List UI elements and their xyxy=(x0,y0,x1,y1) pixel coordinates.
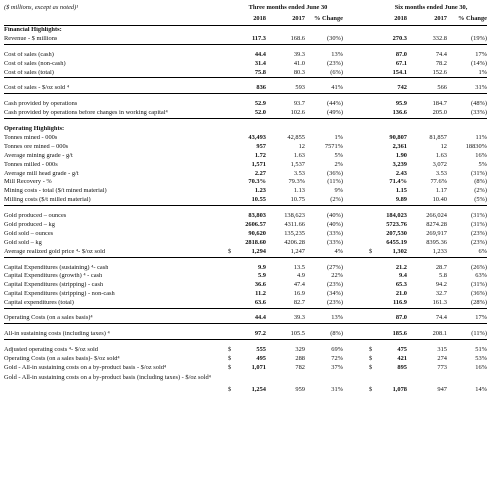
cell-value: 270.3 xyxy=(392,34,407,42)
row-label: Revenue - $ millions xyxy=(4,35,58,42)
cell-value: 13% xyxy=(331,50,343,58)
cell-value: (44%) xyxy=(327,100,343,108)
cell-value: 1,071 xyxy=(251,363,266,371)
cell-value: (33%) xyxy=(471,109,487,117)
cell-value: 16% xyxy=(475,363,487,371)
cell-value: 16% xyxy=(475,151,487,159)
table-row xyxy=(4,346,487,355)
cell-value: 31.4 xyxy=(254,59,266,67)
row-label: Capital expenditures (total) xyxy=(4,300,74,307)
table-row xyxy=(4,84,487,94)
table-row xyxy=(4,248,487,258)
cell-value: 593 xyxy=(295,84,305,92)
three-months-header: Three months ended June 30 xyxy=(248,4,328,11)
section-heading-row xyxy=(4,26,487,35)
row-label: Capital Expenditures (growth) ⁴ - cash xyxy=(4,273,103,280)
cell-value: (23%) xyxy=(471,229,487,237)
cell-value: (11%) xyxy=(471,330,487,338)
cell-value: (28%) xyxy=(471,299,487,307)
row-label: Cost of sales (total) xyxy=(4,69,54,76)
cell-value: 8395.36 xyxy=(426,238,447,246)
cell-value: (14%) xyxy=(471,59,487,67)
cell-value: 742 xyxy=(397,84,407,92)
cell-value: 17% xyxy=(475,314,487,322)
cell-value: 959 xyxy=(295,385,305,393)
cell-value: (5%) xyxy=(474,196,487,204)
cell-value: 28.7 xyxy=(435,263,447,271)
cell-value: 5723.76 xyxy=(386,221,407,229)
cell-value: 495 xyxy=(256,354,266,362)
table-row xyxy=(4,51,487,60)
dollar-sign: $ xyxy=(369,247,373,255)
row-label: Gold sold – ounces xyxy=(4,230,54,237)
cell-value: 12 xyxy=(298,142,305,150)
cell-value: (11%) xyxy=(327,178,343,186)
cell-value: 5% xyxy=(478,160,487,168)
cell-value: 41.0 xyxy=(293,59,305,67)
table-row xyxy=(4,178,487,187)
row-label: Milling costs ($/t milled material) xyxy=(4,197,91,204)
cell-value: 9.9 xyxy=(258,263,266,271)
cell-value: (40%) xyxy=(327,221,343,229)
dollar-sign: $ xyxy=(369,345,373,353)
row-label: Cash provided by operations before changes in working capital⁴ xyxy=(4,110,168,117)
table-row xyxy=(4,161,487,170)
cell-value: 44.4 xyxy=(254,50,266,58)
table-row xyxy=(4,170,487,179)
cell-value: 78.2 xyxy=(435,59,447,67)
cell-value: 4% xyxy=(334,247,343,255)
section-heading: Operating Highlights: xyxy=(4,126,65,133)
financial-table xyxy=(4,3,487,395)
cell-value: 1.17 xyxy=(435,187,447,195)
cell-value: 3.53 xyxy=(293,169,305,177)
row-label: Cost of sales (cash) xyxy=(4,51,54,58)
cell-value: 152.6 xyxy=(432,68,447,76)
cell-value: 63% xyxy=(475,272,487,280)
cell-value: 1,254 xyxy=(251,385,266,393)
cell-value: 44.4 xyxy=(254,314,266,322)
cell-value: 90,620 xyxy=(248,229,266,237)
dollar-sign: $ xyxy=(228,247,232,255)
row-label: Capital Expenditures (sustaining) ⁴- cash xyxy=(4,264,109,271)
row-label: Gold sold – kg xyxy=(4,239,42,246)
dollar-sign: $ xyxy=(228,354,232,362)
table-body xyxy=(4,26,487,395)
table-row xyxy=(4,309,487,324)
cell-value: 39.3 xyxy=(293,314,305,322)
table-row xyxy=(4,109,487,119)
cell-value: 1,537 xyxy=(290,160,305,168)
cell-value: 43,493 xyxy=(248,134,266,142)
table-row xyxy=(4,69,487,79)
cell-value: 566 xyxy=(437,84,447,92)
table-row xyxy=(4,290,487,299)
cell-value: 8274.28 xyxy=(426,221,447,229)
cell-value: 87.0 xyxy=(395,314,407,322)
cell-value: 329 xyxy=(295,345,305,353)
table-row xyxy=(4,152,487,161)
row-label: Gold produced – ounces xyxy=(4,213,67,220)
table-row xyxy=(4,281,487,290)
cell-value: 74.4 xyxy=(435,50,447,58)
row-label: Cost of sales (non-cash) xyxy=(4,60,66,67)
row-label: Capital Expenditures (stripping) - cash xyxy=(4,282,104,289)
cell-value: 51% xyxy=(475,345,487,353)
dollar-sign: $ xyxy=(228,345,232,353)
col-header: 2018 xyxy=(394,15,407,22)
col-header: 2017 xyxy=(292,15,305,22)
cell-value: 1.63 xyxy=(293,151,305,159)
cell-value: 136.6 xyxy=(392,109,407,117)
cell-value: 421 xyxy=(397,354,407,362)
cell-value: 2818.60 xyxy=(245,238,266,246)
row-label: Average mining grade - g/t xyxy=(4,152,73,159)
six-months-header: Six months ended June 30, xyxy=(394,4,468,11)
cell-value: 1.13 xyxy=(293,187,305,195)
table-row xyxy=(4,239,487,248)
cell-value: 1% xyxy=(478,68,487,76)
cell-value: (2%) xyxy=(330,196,343,204)
cell-value: 97.2 xyxy=(254,330,266,338)
cell-value: 138,623 xyxy=(284,212,305,220)
cell-value: 184.7 xyxy=(432,100,447,108)
cell-value: 65.3 xyxy=(395,281,407,289)
cell-value: 1,233 xyxy=(432,247,447,255)
cell-value: 782 xyxy=(295,363,305,371)
cell-value: 2% xyxy=(334,160,343,168)
cell-value: 13.5 xyxy=(293,263,305,271)
cell-value: (49%) xyxy=(327,109,343,117)
row-label: Tonnes milled - 000s xyxy=(4,161,58,168)
row-label: Tonnes ore mined – 000s xyxy=(4,143,69,150)
cell-value: 12 xyxy=(440,142,447,150)
cell-value: (26%) xyxy=(471,263,487,271)
dollar-sign: $ xyxy=(369,363,373,371)
table-row xyxy=(4,373,487,395)
cell-value: 555 xyxy=(256,345,266,353)
cell-value: 266,024 xyxy=(426,212,447,220)
cell-value: 1.23 xyxy=(254,187,266,195)
cell-value: (6%) xyxy=(330,68,343,76)
cell-value: 168.6 xyxy=(290,34,305,42)
cell-value: 70.3% xyxy=(248,178,266,186)
table-row xyxy=(4,355,487,364)
cell-value: 1.90 xyxy=(395,151,407,159)
cell-value: 3,072 xyxy=(432,160,447,168)
cell-value: 22% xyxy=(331,272,343,280)
cell-value: 2606.57 xyxy=(245,221,266,229)
cell-value: 205.0 xyxy=(432,109,447,117)
table-row xyxy=(4,134,487,143)
cell-value: 315 xyxy=(437,345,447,353)
table-row xyxy=(4,143,487,152)
cell-value: 773 xyxy=(437,363,447,371)
cell-value: 184,023 xyxy=(386,212,407,220)
cell-value: 10.55 xyxy=(251,196,266,204)
col-header: % Change xyxy=(458,15,487,22)
cell-value: (48%) xyxy=(471,100,487,108)
cell-value: 10.40 xyxy=(432,196,447,204)
cell-value: 21.2 xyxy=(395,263,407,271)
row-label: Average realized gold price ⁴- $/oz sold xyxy=(4,248,106,255)
cell-value: 836 xyxy=(256,84,266,92)
cell-value: 2.43 xyxy=(395,169,407,177)
cell-value: 947 xyxy=(437,385,447,393)
cell-value: 74.4 xyxy=(435,314,447,322)
cell-value: 18830% xyxy=(465,142,487,150)
cell-value: (2%) xyxy=(474,187,487,195)
cell-value: 32.7 xyxy=(435,290,447,298)
cell-value: 1.15 xyxy=(395,187,407,195)
cell-value: 53% xyxy=(475,354,487,362)
row-label: Operating Costs (on a sales basis)- $/oz sold⁴ xyxy=(4,355,120,362)
cell-value: 154.1 xyxy=(392,68,407,76)
cell-value: 63.6 xyxy=(254,299,266,307)
col-header: 2018 xyxy=(253,15,266,22)
cell-value: 11% xyxy=(475,134,487,142)
cell-value: 72% xyxy=(331,354,343,362)
row-label: Cost of sales - $/oz sold ⁴ xyxy=(4,85,70,92)
dollar-sign: $ xyxy=(228,363,232,371)
cell-value: 93.7 xyxy=(293,100,305,108)
table-row xyxy=(4,35,487,45)
cell-value: 274 xyxy=(437,354,447,362)
cell-value: 5% xyxy=(334,151,343,159)
cell-value: 90,807 xyxy=(389,134,407,142)
cell-value: 10.75 xyxy=(290,196,305,204)
cell-value: (34%) xyxy=(327,290,343,298)
row-label: All-in sustaining costs (including taxes) ⁴ xyxy=(4,331,110,338)
cell-value: 4.9 xyxy=(297,272,305,280)
cell-value: 2.27 xyxy=(254,169,266,177)
cell-value: 135,235 xyxy=(284,229,305,237)
cell-value: (23%) xyxy=(471,238,487,246)
cell-value: 69% xyxy=(331,345,343,353)
cell-value: 52.9 xyxy=(254,100,266,108)
section-heading-row xyxy=(4,125,487,134)
cell-value: 3,239 xyxy=(392,160,407,168)
row-label: Gold - All-in sustaining costs on a by-product basis (including taxes) - $/oz sold⁴ xyxy=(4,373,211,381)
cell-value: 41% xyxy=(331,84,343,92)
cell-value: 87.0 xyxy=(395,50,407,58)
cell-value: 17% xyxy=(475,50,487,58)
cell-value: 4311.66 xyxy=(284,221,305,229)
table-row xyxy=(4,330,487,340)
cell-value: 83,803 xyxy=(248,212,266,220)
cell-value: (36%) xyxy=(327,169,343,177)
cell-value: 332.8 xyxy=(432,34,447,42)
dollar-sign: $ xyxy=(228,385,232,393)
cell-value: 1,302 xyxy=(392,247,407,255)
dollar-sign: $ xyxy=(369,354,373,362)
cell-value: 9.4 xyxy=(399,272,407,280)
table-header xyxy=(4,3,487,26)
cell-value: 94.2 xyxy=(435,281,447,289)
cell-value: 475 xyxy=(397,345,407,353)
cell-value: 31% xyxy=(331,385,343,393)
col-header: 2017 xyxy=(434,15,447,22)
cell-value: (31%) xyxy=(471,221,487,229)
section-heading: Financial Highlights: xyxy=(4,27,62,33)
cell-value: 117.3 xyxy=(251,34,266,42)
row-label: Gold - All-in sustaining costs on a by-product basis - $/oz sold⁴ xyxy=(4,364,167,371)
cell-value: 105.5 xyxy=(290,330,305,338)
table-row xyxy=(4,212,487,221)
cell-value: 14% xyxy=(475,385,487,393)
cell-value: 37% xyxy=(331,363,343,371)
cell-value: 31% xyxy=(475,84,487,92)
table-row xyxy=(4,221,487,230)
cell-value: 957 xyxy=(256,142,266,150)
cell-value: 36.6 xyxy=(254,281,266,289)
table-row xyxy=(4,230,487,239)
cell-value: 895 xyxy=(397,363,407,371)
row-label: Capital Expenditures (stripping) - non-cash xyxy=(4,291,115,298)
cell-value: 39.3 xyxy=(293,50,305,58)
cell-value: 6455.19 xyxy=(386,238,407,246)
cell-value: 47.4 xyxy=(293,281,305,289)
cell-value: 1.72 xyxy=(254,151,266,159)
cell-value: (8%) xyxy=(474,178,487,186)
cell-value: (8%) xyxy=(330,330,343,338)
table-row xyxy=(4,187,487,196)
table-row xyxy=(4,60,487,69)
cell-value: 4206.28 xyxy=(284,238,305,246)
cell-value: 71.4% xyxy=(389,178,407,186)
units-note: ($ millions, except as noted)¹ xyxy=(4,4,79,11)
cell-value: 16.9 xyxy=(293,290,305,298)
cell-value: (31%) xyxy=(471,281,487,289)
cell-value: 42,855 xyxy=(287,134,305,142)
cell-value: 1,571 xyxy=(251,160,266,168)
cell-value: 6% xyxy=(478,247,487,255)
row-label: Tonnes mined - 000s xyxy=(4,135,58,142)
cell-value: 2,361 xyxy=(392,142,407,150)
cell-value: 161.3 xyxy=(432,299,447,307)
table-row xyxy=(4,264,487,273)
row-label: Mill Recovery - % xyxy=(4,179,52,186)
cell-value: (27%) xyxy=(327,263,343,271)
cell-value: (30%) xyxy=(327,34,343,42)
cell-value: 102.6 xyxy=(290,109,305,117)
cell-value: 288 xyxy=(295,354,305,362)
cell-value: 1,078 xyxy=(392,385,407,393)
cell-value: 7571% xyxy=(324,142,343,150)
cell-value: (31%) xyxy=(471,169,487,177)
table-row xyxy=(4,272,487,281)
cell-value: 95.9 xyxy=(395,100,407,108)
cell-value: (40%) xyxy=(327,212,343,220)
table-row xyxy=(4,299,487,309)
cell-value: 207,530 xyxy=(386,229,407,237)
cell-value: 269,917 xyxy=(426,229,447,237)
cell-value: (33%) xyxy=(327,238,343,246)
cell-value: (33%) xyxy=(327,229,343,237)
cell-value: 5.8 xyxy=(439,272,447,280)
col-header: % Change xyxy=(314,15,343,22)
row-label: Mining costs - total ($/t mined material) xyxy=(4,188,107,195)
row-label: Operating Costs (on a sales basis)⁴ xyxy=(4,315,93,322)
cell-value: 185.6 xyxy=(392,330,407,338)
cell-value: 1% xyxy=(334,134,343,142)
row-label: Cash provided by operations xyxy=(4,101,78,108)
cell-value: (23%) xyxy=(327,281,343,289)
cell-value: 81,857 xyxy=(429,134,447,142)
row-label: Gold produced – kg xyxy=(4,222,55,229)
row-label: Average mill head grade - g/t xyxy=(4,170,79,177)
cell-value: 1,294 xyxy=(251,247,266,255)
cell-value: 67.1 xyxy=(395,59,407,67)
cell-value: 13% xyxy=(331,314,343,322)
cell-value: 21.0 xyxy=(395,290,407,298)
cell-value: 11.2 xyxy=(255,290,266,298)
cell-value: (36%) xyxy=(471,290,487,298)
cell-value: 208.1 xyxy=(432,330,447,338)
cell-value: 52.0 xyxy=(254,109,266,117)
cell-value: 1.63 xyxy=(435,151,447,159)
dollar-sign: $ xyxy=(369,385,373,393)
cell-value: 9% xyxy=(334,187,343,195)
cell-value: 1,247 xyxy=(290,247,305,255)
cell-value: 9.89 xyxy=(395,196,407,204)
cell-value: 80.3 xyxy=(293,68,305,76)
cell-value: 82.7 xyxy=(293,299,305,307)
table-row xyxy=(4,100,487,109)
cell-value: 79.3% xyxy=(288,178,305,186)
table-row xyxy=(4,196,487,206)
cell-value: 3.53 xyxy=(435,169,447,177)
cell-value: 5.9 xyxy=(258,272,266,280)
cell-value: 116.9 xyxy=(392,299,407,307)
cell-value: (19%) xyxy=(471,34,487,42)
table-row xyxy=(4,364,487,373)
cell-value: 77.6% xyxy=(430,178,447,186)
row-label: Adjusted operating costs ⁴- $/oz sold xyxy=(4,346,98,353)
cell-value: 75.8 xyxy=(254,68,266,76)
cell-value: (23%) xyxy=(327,299,343,307)
cell-value: (23%) xyxy=(327,59,343,67)
cell-value: (31%) xyxy=(471,212,487,220)
